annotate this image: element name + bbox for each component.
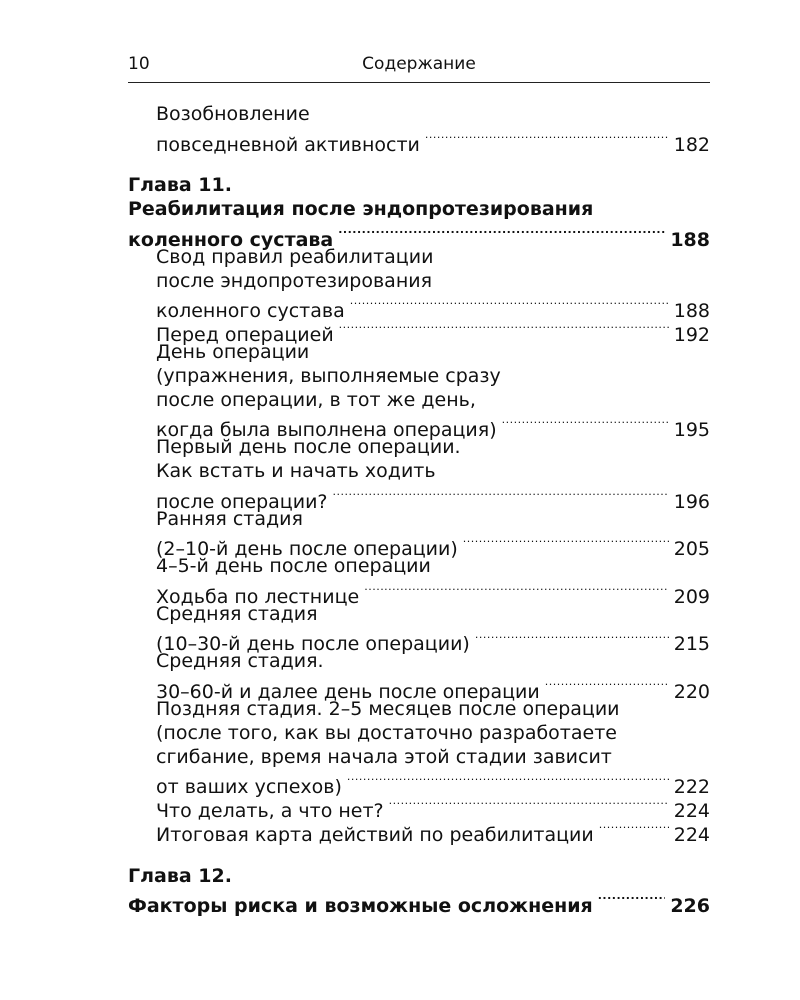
toc-entry-text: от ваших успехов) xyxy=(156,776,342,799)
toc-page-number: 224 xyxy=(673,823,710,846)
dot-leader xyxy=(339,317,669,341)
toc-entry-line: Свод правил реабилитации xyxy=(156,245,434,268)
toc-entry-text: после операции? xyxy=(156,490,328,513)
toc-entry-text: когда была выполнена операция) xyxy=(156,419,497,442)
table-of-contents xyxy=(128,103,710,918)
dot-leader xyxy=(502,412,669,436)
toc-entry-text: Итоговая карта действий по реабилитации xyxy=(156,823,594,846)
dot-leader xyxy=(545,674,669,698)
toc-page-number: 196 xyxy=(673,490,710,513)
toc-entry-line xyxy=(128,293,710,323)
dot-leader xyxy=(475,627,669,651)
toc-entry-line xyxy=(128,412,710,442)
toc-entry-line: Первый день после операции. xyxy=(156,436,461,459)
running-title: Содержание xyxy=(362,54,476,74)
toc-entry-line xyxy=(128,627,710,656)
page-number: 10 xyxy=(128,54,150,74)
toc-page-number: 205 xyxy=(673,538,710,561)
dot-leader xyxy=(389,793,669,817)
chapter-page-number: 226 xyxy=(670,895,710,918)
toc-entry-line xyxy=(128,674,710,703)
chapter-label: Глава 12. xyxy=(128,864,232,887)
dot-leader xyxy=(425,127,669,151)
toc-entry-line xyxy=(128,484,710,513)
toc-entry-text: повседневной активности xyxy=(156,133,420,156)
toc-entry-line: (после того, как вы достаточно разработаете xyxy=(156,721,617,744)
book-page xyxy=(128,44,710,918)
toc-entry-text: (2–10-й день после операции) xyxy=(156,538,458,561)
toc-entry-line: Средняя стадия. xyxy=(156,650,324,673)
toc-entry-line xyxy=(128,531,710,561)
toc-page-number: 192 xyxy=(673,323,710,346)
chapter-page-number: 188 xyxy=(670,228,710,251)
toc-entry-line: 4–5-й день после операции xyxy=(156,555,431,578)
toc-entry-line xyxy=(128,769,710,799)
dot-leader xyxy=(599,817,669,841)
toc-entry-line: Поздняя стадия. 2–5 месяцев после операции xyxy=(156,697,620,720)
toc-entry-line: сгибание, время начала этой стадии зависит xyxy=(156,745,612,768)
dot-leader xyxy=(463,531,669,555)
toc-page-number: 222 xyxy=(673,776,710,799)
toc-entry-line: Средняя стадия xyxy=(156,602,318,625)
chapter-title-text: коленного сустава xyxy=(128,228,334,251)
toc-page-number: 182 xyxy=(673,133,710,156)
running-header xyxy=(128,44,710,83)
chapter-label: Глава 11. xyxy=(128,174,232,197)
toc-entry-line xyxy=(128,579,710,608)
dot-leader xyxy=(338,222,665,246)
toc-entry-line: Возобновление xyxy=(156,103,310,125)
dot-leader xyxy=(333,484,669,508)
toc-entry-text: (10–30-й день после операции) xyxy=(156,633,470,656)
toc-entry-text: Ходьба по лестнице xyxy=(156,585,360,608)
toc-page-number: 224 xyxy=(673,799,710,822)
chapter-title-line xyxy=(128,888,710,918)
toc-entry-line: День операции xyxy=(156,340,310,363)
toc-entry-line: Как встать и начать ходить xyxy=(156,459,436,482)
toc-entry-text: коленного сустава xyxy=(156,300,345,323)
toc-page-number: 195 xyxy=(673,419,710,442)
toc-page-number: 220 xyxy=(673,680,710,703)
toc-entry-line xyxy=(128,127,710,156)
toc-entry-line: (упражнения, выполняемые сразу xyxy=(156,364,501,387)
dot-leader xyxy=(347,769,669,793)
toc-entry-text: 30–60-й и далее день после операции xyxy=(156,680,540,703)
toc-page-number: 188 xyxy=(673,300,710,323)
toc-entry-text: Перед операцией xyxy=(156,323,334,346)
dot-leader xyxy=(364,579,669,603)
chapter-title-text: Факторы риска и возможные осложнения xyxy=(128,895,593,918)
toc-page-number: 215 xyxy=(673,633,710,656)
chapter-title-line xyxy=(128,222,710,251)
chapter-title-line: Реабилитация после эндопротезирования xyxy=(128,198,594,221)
toc-entry-text: Что делать, а что нет? xyxy=(156,799,384,822)
toc-entry-line: после эндопротезирования xyxy=(156,269,433,292)
toc-page-number: 209 xyxy=(673,585,710,608)
dot-leader xyxy=(350,293,669,317)
toc-entry-line: после операции, в тот же день, xyxy=(156,388,476,411)
dot-leader xyxy=(598,888,666,912)
toc-entry-line: Ранняя стадия xyxy=(156,507,303,530)
